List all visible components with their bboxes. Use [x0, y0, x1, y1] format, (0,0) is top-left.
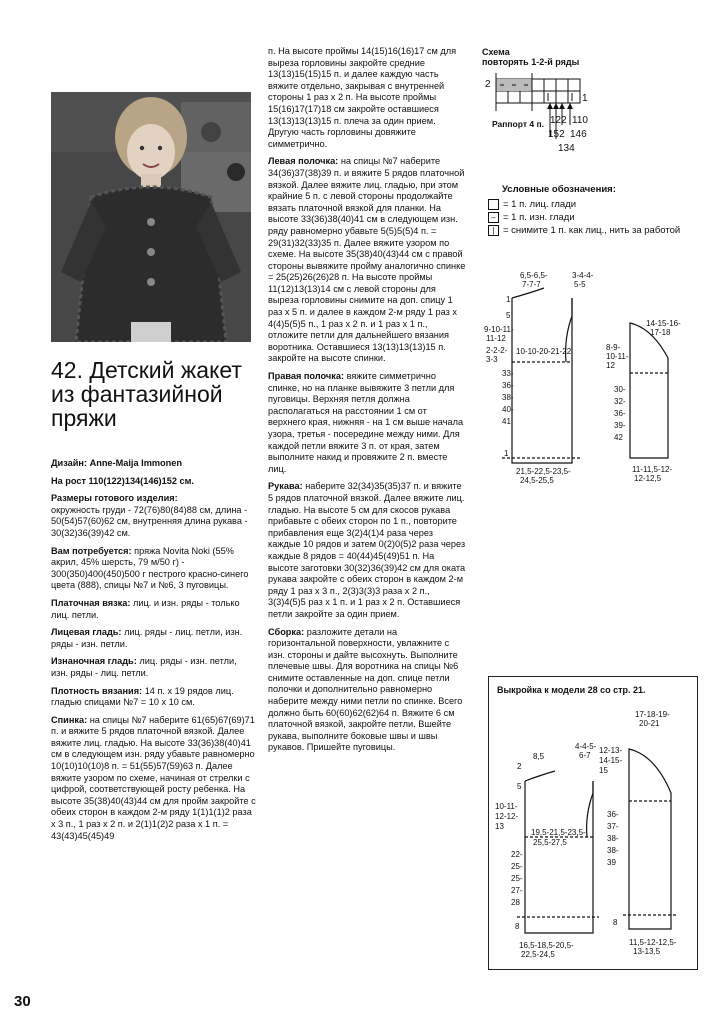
reverse-stockinette-paragraph — [51, 656, 256, 679]
dimension-label: 8-9- — [606, 343, 621, 352]
dimension-label: 6,5-6,5- — [520, 271, 548, 280]
dimension-label: 3-3 — [486, 355, 498, 364]
dimension-label: 14-15-16- — [646, 319, 681, 328]
paragraph-text: 14 п. х 19 рядов лиц. гладью спицами №7 = 10 х 10 см. — [51, 685, 234, 708]
dimension-label: 28 — [511, 898, 520, 907]
dimension-label: 22,5-24,5 — [521, 950, 555, 959]
dimension-label: 38- — [607, 846, 619, 855]
paragraph-text: лиц. и изн. ряды - только лиц. петли. — [51, 597, 240, 620]
dimension-label: 36- — [607, 810, 619, 819]
paragraph-text: разложите детали на горизонтальной поверхности, увлажните с изн. стороны и дайте высохнуть. Выполните плечевые швы. Для воротника на спицы №6 снимите оставленные на доп. спице петли полочки и дополнительно равномерно наберите между ними петли по спинке. Всего должно быть 60(60)62(62)64 п. Вяжите 6 см платочной вязкой, закройте петли. Вшейте рукава, выполните боковые швы и швы рукавов. Пришейте пуговицы. — [268, 626, 463, 753]
dimension-label: 12-12,5 — [634, 474, 662, 483]
arrow-label: 146 — [570, 129, 587, 140]
paragraph-label: Вам потребуется: — [51, 545, 132, 556]
paragraph-label: На рост 110(122)134(146)152 см. — [51, 475, 194, 486]
dimension-label: 25- — [511, 874, 523, 883]
dimension-label: 39 — [607, 858, 616, 867]
materials-paragraph — [51, 546, 256, 592]
slip-stitch-icon: | — [488, 225, 499, 236]
paragraph-label: Лицевая гладь: — [51, 627, 122, 638]
page-title — [51, 358, 256, 430]
dimension-label: 36- — [502, 381, 514, 390]
arrow-label: 134 — [558, 143, 575, 154]
pattern-box-2 — [488, 676, 698, 970]
title-line: 42. Детский жакет — [51, 357, 242, 383]
dimension-label: 22- — [511, 850, 523, 859]
dimension-label: 8 — [515, 922, 520, 931]
title-line: пряжи — [51, 405, 117, 431]
right-front-paragraph — [268, 371, 466, 475]
stitch-scheme — [482, 47, 682, 172]
paragraph-text: окружность груди - 72(76)80(84)88 см, длина - 50(54)57(60)62 см, внутренняя длина рукава - 30(32)36(39)42 см. — [51, 504, 248, 538]
dimension-label: 8,5 — [533, 752, 545, 761]
paragraph-label: Сборка: — [268, 626, 305, 637]
scheme-title: Схема — [482, 47, 510, 57]
legend-title: Условные обозначения: — [502, 184, 616, 195]
stockinette-paragraph — [51, 627, 256, 650]
dimensions-paragraph — [51, 493, 256, 539]
dimension-label: 20-21 — [639, 719, 660, 728]
dimension-label: 32- — [614, 397, 626, 406]
paragraph-label: Спинка: — [51, 714, 88, 725]
dimension-label: 13-13,5 — [633, 947, 661, 956]
paragraph-label: Рукава: — [268, 481, 303, 492]
pattern-diagram-1 — [482, 268, 702, 488]
paragraph-text: пряжа Novita Noki (55% акрил, 45% шерсть, 79 м/50 г) - 300(350)400(450)500 г пестрого красно-синего цвета (888), спицы №7 и №6, 3 пуговицы. — [51, 545, 249, 591]
dimension-label: 16,5-18,5-20,5- — [519, 941, 574, 950]
scheme-subtitle: повторять 1-2-й ряды — [482, 57, 580, 67]
dimension-label: 12-13- — [599, 746, 623, 755]
paragraph-label: Левая полочка: — [268, 156, 339, 167]
sleeves-paragraph — [268, 481, 466, 620]
dimension-label: 27- — [511, 886, 523, 895]
back-paragraph — [51, 715, 256, 843]
arrow-label: 152 — [548, 129, 565, 140]
dimension-label: 41 — [502, 417, 511, 426]
dimension-label: 39- — [614, 421, 626, 430]
dimension-label: 1 — [504, 449, 509, 458]
dimension-label: 3-4-4- — [572, 271, 594, 280]
dimension-label: 11-11,5-12- — [632, 465, 673, 474]
dimension-label: 25,5-27,5 — [533, 838, 567, 847]
legend-item — [488, 211, 702, 224]
scheme-grid — [482, 69, 682, 169]
dimension-label: 30- — [614, 385, 626, 394]
dimension-label: 5 — [517, 782, 522, 791]
dimension-label: 11,5-12-12,5- — [629, 938, 677, 947]
paragraph-text: лиц. ряды - лиц. петли, изн. ряды - изн. петли. — [51, 627, 243, 649]
arrow-label: 110 — [572, 115, 588, 126]
dimension-label: 10-11- — [495, 802, 518, 811]
dimension-label: 17-18-19- — [635, 710, 670, 719]
paragraph-text: на спицы №7 наберите 61(65)67(69)71 п. и вяжите 5 рядов платочной вязкой. Далее вяжите лиц. гладью. На высоте 33(36)38(40)41 см в следующем изн. ряду убавьте равномерно 10(10)10(10)8 п. = 51(55)57(59)63 п. Далее вяжите узором по схеме, начиная от стрелки с цифрой, соответствующей росту ребенка. На высоте 35(38)40(43)44 см для пройм закройте с обеих сторон в каждом 2-м ряду 1(1)1(1)2 раза х 3 п., 1 раз х 2 п. и 2(1)1(2)2 раза х 1 п. = 43(43)45(45)49 — [51, 714, 256, 841]
back-continued-paragraph — [268, 46, 466, 150]
dimension-label: 33- — [502, 369, 514, 378]
dimension-label: 12-12- — [495, 812, 519, 821]
legend-item — [488, 198, 702, 211]
dimension-label: 36- — [614, 409, 626, 418]
dimension-label: 38- — [607, 834, 619, 843]
pattern-box-title: Выкройка к модели 28 со стр. 21. — [497, 685, 646, 695]
dimension-label: 15 — [599, 766, 608, 775]
dimension-label: 7-7-7 — [522, 280, 541, 289]
pattern-diagram-2 — [489, 697, 697, 969]
child-jacket-photo — [51, 92, 251, 342]
legend-text: = 1 п. изн. глади — [503, 212, 575, 223]
dimension-label: 17-18 — [650, 328, 671, 337]
paragraph-label: Правая полочка: — [268, 371, 345, 382]
dimension-label: 42 — [614, 433, 623, 442]
product-photo — [51, 92, 251, 342]
legend-text: = 1 п. лиц. глади — [503, 199, 577, 210]
dimension-label: 38- — [502, 393, 514, 402]
size-paragraph — [51, 476, 256, 488]
dimension-label: 14-15- — [599, 756, 623, 765]
repeat-label: Раппорт 4 п. — [492, 119, 544, 129]
dimension-label: 2 — [517, 762, 522, 771]
garter-stitch-paragraph — [51, 598, 256, 621]
scheme-row-label: 2 — [485, 79, 491, 90]
paragraph-label: Платочная вязка: — [51, 597, 131, 608]
arrow-label: 122 — [550, 115, 567, 126]
dimension-label: 10-10-20-21-22 — [516, 347, 572, 356]
paragraph-text: п. На высоте проймы 14(15)16(16)17 см для выреза горловины закройте средние 13(13)15(15)15 п. и далее каждую часть вяжите отдельно, закрывая с внутренней стороны 1 раз х 2 п. На высоте проймы 15(16)17(17)18 см закройте оставшиеся 13(13)13(13)15 п. плеча за один прием. Другую часть горловины довяжите симметрично. — [268, 46, 457, 149]
dimension-label: 10-11- — [606, 352, 629, 361]
dimension-label: 5-5 — [574, 280, 586, 289]
paragraph-text: на спицы №7 наберите 34(36)37(38)39 п. и вяжите 5 рядов платочной вязкой. Далее вяжите лиц. гладью, при этом крайние 5 п. с левой стороны продолжайте вязать платочной вязкой для планки. На высоте 33(36)38(40)41 см в следующем изн. ряду равномерно убавьте 5(5)5(5)4 п. = 29(31)32(33)35 п. Далее вяжите узором по схеме. На высоте 35(38)40(43)44 см с правой стороны вывяжите пройму аналогично спинке = 25(25)26(26)28 п. На высоте проймы 11(12)13(13)14 см с левой стороны для выреза горловины снимите на доп. спицу 1 раз х 5 п. и далее в каждом 2-м ряду 1 раз х 4(4)5(5)5 п., 1 раз х 2 п. и 1 раз х 1 п., отложите петли для дальнейшего вязания воротника. Оставшиеся 13(13)13(13)15 п. закройте на высоте спинки. — [268, 156, 466, 364]
paragraph-text: наберите 32(34)35(35)37 п. и вяжите 5 рядов платочной вязкой. Далее вяжите лиц. гладью. На высоте 5 см для скосов рукава прибавьте с обеих сторон по 1 п., повторите прибавления еще 3(2)4(1)4 раза через каждые 10 рядов и затем 0(2)0(5)2 раза через каждые 8 рядов = 40(44)45(49)51 п. На высоте заготовки 30(32)36(39)42 см для оката рукава закройте с обеих сторон в каждом 2-м ряду 1 раз х 3 п., 2(3)3(3)3 раза х 2 п., 3(3)4(5)5 раз х 1 п. и 1 раз х 2 п. Оставшиеся петли закройте за один прием. — [268, 481, 466, 619]
middle-column — [268, 46, 466, 760]
dimension-label: 2-2-2- — [486, 346, 508, 355]
dimension-label: 12 — [606, 361, 615, 370]
dimension-label: 37- — [607, 822, 619, 831]
dimension-label: 4-4-5- — [575, 742, 597, 751]
dimension-label: 40- — [502, 405, 514, 414]
dimension-label: 5 — [506, 311, 511, 320]
scheme-row-label: 1 — [582, 93, 588, 104]
purl-stitch-icon: – — [488, 212, 499, 223]
paragraph-label: Плотность вязания: — [51, 685, 143, 696]
legend-text: = снимите 1 п. как лиц., нить за работой — [503, 225, 681, 236]
paragraph-label: Дизайн: — [51, 458, 88, 468]
dimension-label: 1 — [506, 295, 511, 304]
left-column — [51, 458, 256, 848]
paragraph-text: Anne-Maija Immonen — [89, 458, 182, 468]
dimension-label: 8 — [613, 918, 618, 927]
legend-item — [488, 224, 702, 237]
dimension-label: 11-12 — [486, 334, 506, 343]
page-number: 30 — [14, 993, 31, 1010]
paragraph-text: вяжите симметрично спинке, но на планке вывяжите 3 петли для пуговицы. Верхняя петля должна располагаться на расстоянии 1 см от верхнего края, нижняя - на 1 см выше начала узора, третья - посередине между ними. Для каждой петли вяжите 3 п. от края, затем выполните накид и провяжите 2 п. вместе лиц. — [268, 371, 464, 474]
dimension-label: 9-10-11- — [484, 325, 514, 334]
dimension-label: 13 — [495, 822, 504, 831]
paragraph-text: лиц. ряды - изн. петли, изн. ряды - лиц. петли. — [51, 656, 237, 678]
dimension-label: 21,5-22,5-23,5- — [516, 467, 571, 476]
dimension-label: 19,5-21,5-23,5- — [531, 828, 586, 837]
left-front-paragraph — [268, 156, 466, 365]
knit-stitch-icon — [488, 199, 499, 210]
paragraph-label: Размеры готового изделия: — [51, 493, 178, 504]
assembly-paragraph — [268, 627, 466, 755]
dimension-label: 25- — [511, 862, 523, 871]
legend — [482, 183, 702, 237]
title-line: из фантазийной — [51, 381, 223, 407]
paragraph-label: Изнаночная гладь: — [51, 656, 137, 667]
gauge-paragraph — [51, 686, 256, 709]
dimension-label: 24,5-25,5 — [520, 476, 554, 485]
dimension-label: 6-7 — [579, 751, 591, 760]
designer-paragraph — [51, 458, 256, 470]
